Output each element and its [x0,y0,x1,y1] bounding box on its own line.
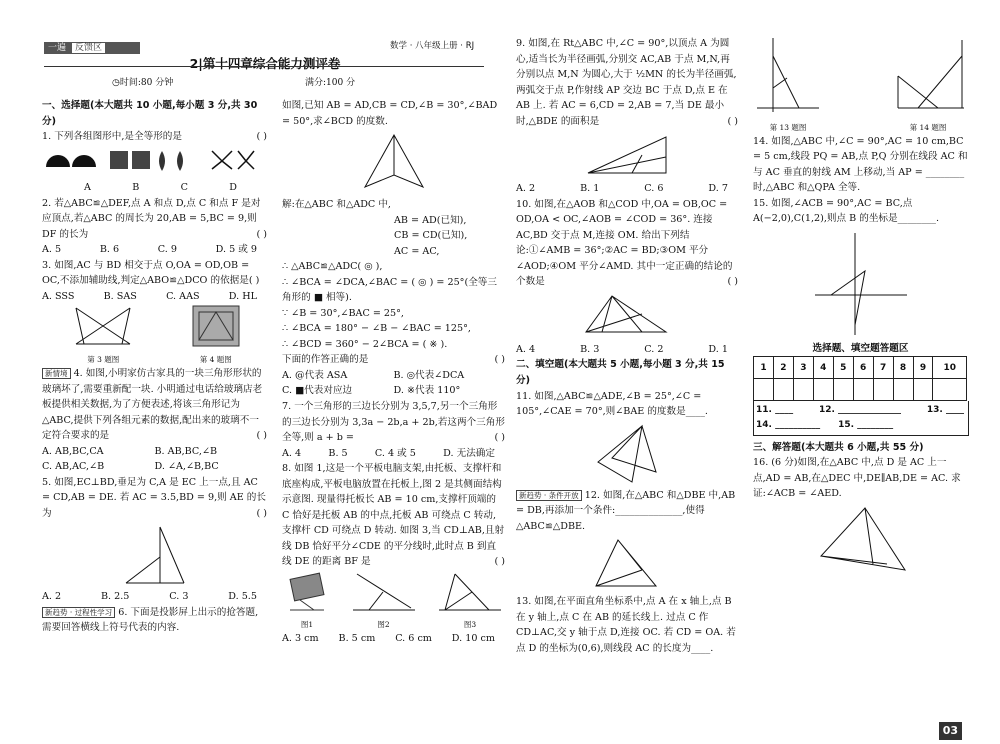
q10-figure [582,292,672,340]
column-3 [516,36,738,656]
question-13: 13. 如图,在平面直角坐标系中,点 A 在 x 轴上,点 B 在 y 轴上,点 C 在 AB 的延长线上. 过点 C 作 CD⊥AC,交 y 轴于点 D,连接 OC. 若 CD = OA. 若点 D 的坐标为(0,6),则线段 AC 的长度为____. [516,596,736,654]
question-12: 新趋势 · 条件开放 12. 如图,在△ABC 和△DBE 中,AB = DB,再添加一个条件:______________,使得△ABC≌△DBE. [516,488,738,593]
page-title: 2|第十四章综合能力测评卷 [189,56,341,71]
feedback-tag: 反馈区 [72,43,105,53]
section-choice: 一、选择题(本大题共 10 小题,每小题 3 分,共 30 分) [42,100,258,127]
brand: 一遍 [48,43,67,53]
q8-figure-3 [435,570,505,614]
q8-figure-1 [282,570,332,614]
column-1 [42,98,267,636]
answer-grid: 1 2 3 4 5 6 7 8 9 10 [753,356,967,401]
question-14: 14. 如图,△ABC 中,∠C = 90°,AC = 10 cm,BC = 5 cm,线段 PQ = AB,点 P,Q 分别在线段 AC 和与 AC 垂直的射线 AM 上移动,当 AP = ________时,△ABC 和△QPA 全等. [753,135,968,194]
q15-figure [811,229,911,339]
section-solve: 三、解答题(本大题共 6 小题,共 55 分) [753,441,924,453]
q4-figure [191,304,241,348]
q3-figure [68,304,138,348]
divider [44,66,484,67]
page-number: 03 [939,722,962,740]
q5-figure [120,523,190,587]
q1-figures [42,145,262,175]
question-2: 2. 若△ABC≌△DEF,点 A 和点 D,点 C 和点 F 是对应顶点,若△ABC 的周长为 20,AB = 5,BC = 9,则 DF 的长为 ( ) A. 5 B. 6 C. 9 D. 5 或 9 [42,197,267,256]
question-11: 11. 如图,△ABC≌△ADE,∠B = 25°,∠C = 105°,∠CAE = 70°,则∠BAE 的度数是____. [516,389,738,486]
q9-figure [582,131,672,179]
section-fill: 二、填空题(本大题共 5 小题,每小题 3 分,共 15 分) [516,359,725,386]
fill-answer-box[interactable]: 11. ____ 12. ______________ 13. ____ 14. __________ 15. ________ [753,401,969,435]
question-10: 10. 如图,在△AOB 和△COD 中,OA = OB,OC = OD,OA < OC,∠AOB = ∠COD = 36°. 连接 AC,BD 交于点 M,连接 OM. 给出下列结论:①∠AMB = 36°;②AC = BD;③OM 平分∠AOD;④OM 平分∠AMD. 其中一定正确的结论的个数是 ( ) A. 4 B. 3 C. 2 D. 1 [516,198,738,355]
q16-figure [811,504,911,580]
question-16: 16. (6 分)如图,在△ABC 中,点 D 是 AC 上一点,AD = AB,在△DEC 中,DE∥AB,DE = AC. 求证:∠ACB = ∠AED. [753,455,968,580]
question-6-problem: 如图,已知 AB = AD,CB = CD,∠B = 30°,∠BAD = 50°,求∠BCD 的度数. 解:在△ABC 和△ADC 中, AB = AD(已知), CB = CD(已知), AC = AC, ∴ △ABC≌△ADC( ◎ ), ∴ ∠BCA = ∠DCA,∠BAC = ( ◎ ) = 25°(全等三角形的 ■ 相等). ∵ ∠B = 30°,∠BAC = 25°, ∴ ∠BCA = 180° − ∠B − ∠BAC = 125°, ∴ ∠BCD = 360° − 2∠BCA = ( ※ ). 下面的作答正确的是 ( ) A. @代表 ASA B. ◎代表∠DCA C. ■代表对应边 D. ※代表 110° [282,100,505,397]
column-2 [282,98,505,647]
q12-figure [592,536,662,592]
q13-figure [753,36,823,116]
question-7: 7. 一个三角形的三边长分别为 3,5,7,另一个三角形的三边长分别为 3,3a − 2b,a + 2b,若这两个三角形全等,则 a + b = ( ) A. 4 B. 5 C. 4 或 5 D. 无法确定 [282,400,505,459]
q14-figure [888,36,968,116]
question-6: 新趋势 · 过程性学习 6. 下面是投影屏上出示的抢答题,需要回答横线上符号代表的内容. [42,606,259,634]
question-8: 8. 如图 1,这是一个平板电脑支架,由托板、支撑杆和底座构成,平板电脑放置在托板上,图 2 是其侧面结构示意图. 现量得托板长 AB = 10 cm,支撑杆顶端的 C 恰好是托板 AB 的中点,托板 AB 可绕点 C 转动,支撑杆 CD 可绕点 D 转动. 如图 3,当 CD⊥AB,且射线 DB 恰好平分∠CDE 的平分线时,此时点 B 到直线 DE 的距离 BF 是 ( ) 图1 图2 图3 A. 3 cm B. 5 cm C. 6 cm D. 10 cm [282,463,505,645]
question-9: 9. 如图,在 Rt△ABC 中,∠C = 90°,以顶点 A 为圆心,适当长为半径画弧,分别交 AC,AB 于点 M,N,再分别以点 M,N 为圆心,大于 ½MN 的长为半径画弧,两弧交于点 P,作射线 AP 交边 BC 于点 D,点 E 在 AB 上. 若 AC = 6,CD = 2,AB = 7,当 DE 最小时,△BDE 的面积是 ( ) A. 2 B. 1 C. 6 D. 7 [516,38,738,195]
brand-bar [44,42,140,54]
q6-figure [359,131,429,195]
question-1: 1. 下列各组图形中,是全等形的是 ( ) A B C D [42,131,267,194]
answer-area-title: 选择题、填空题答题区 [812,342,909,354]
question-4: 新情境 4. 如图,小明家仿古家具的一块三角形形状的玻璃坏了,需要重新配一块. 小明通过电话给玻璃店老板提供相关数据,为了方便表述,将该三角形记为△ABC,提供下列各组元素的数据,配出来的玻璃不一定符合要求的是 ( ) A. AB,BC,CA B. AB,BC,∠B C. AB,AC,∠B D. ∠A,∠B,BC [42,368,267,473]
question-3: 3. 如图,AC 与 BD 相交于点 O,OA = OD,OB = OC,不添加辅助线,判定△ABO≌△DCO 的依据是( ) A. SSS B. SAS C. AAS D. HL 第 3 题图 第 4 题图 [42,259,260,364]
column-4: 第 13 题图 第 14 题图 14. 如图,△ABC 中,∠C = 90°,AC = 10 cm,BC = 5 cm,线段 PQ = AB,点 P,Q 分别在线段 AC 和与 AC 垂直的射线 AM 上移动,当 AP = ________时,△ABC 和△QPA 全等. 15. 如图,∠ACB = 90°,AC = BC,点 A(−2,0),C(1,2),则点 B 的坐标是________. 选择题、填空题答题区 1 2 3 4 5 6 7 8 9 10 11. ____ 12. ______________ 13. ____ 14. __________ 15. ________ 三、解答题(本大题共 6 小题,共 55 分) 16. (6 分)如图,在△ABC 中,点 D 是 AC 上一点,AD = AB,在△DEC 中,DE∥AB,DE = AC. 求证:∠ACB = ∠AED. [753,36,968,582]
q8-figure-2 [349,570,419,614]
question-15: 15. 如图,∠ACB = 90°,AC = BC,点 A(−2,0),C(1,2),则点 B 的坐标是________. [753,196,968,339]
q11-figure [592,422,662,486]
subject-label: 数学 · 八年级上册 · RJ [390,41,475,51]
question-5: 5. 如图,EC⊥BD,垂足为 C,A 是 EC 上一点,且 AC = CD,AB = DE. 若 AC = 3.5,BD = 9,则 AE 的长为 ( ) A. 2 B. 2.5 C. 3 D. 5.5 [42,476,267,603]
score-info: 满分:100 分 [305,78,356,88]
time-info: ◷时间:80 分钟 [112,78,174,88]
